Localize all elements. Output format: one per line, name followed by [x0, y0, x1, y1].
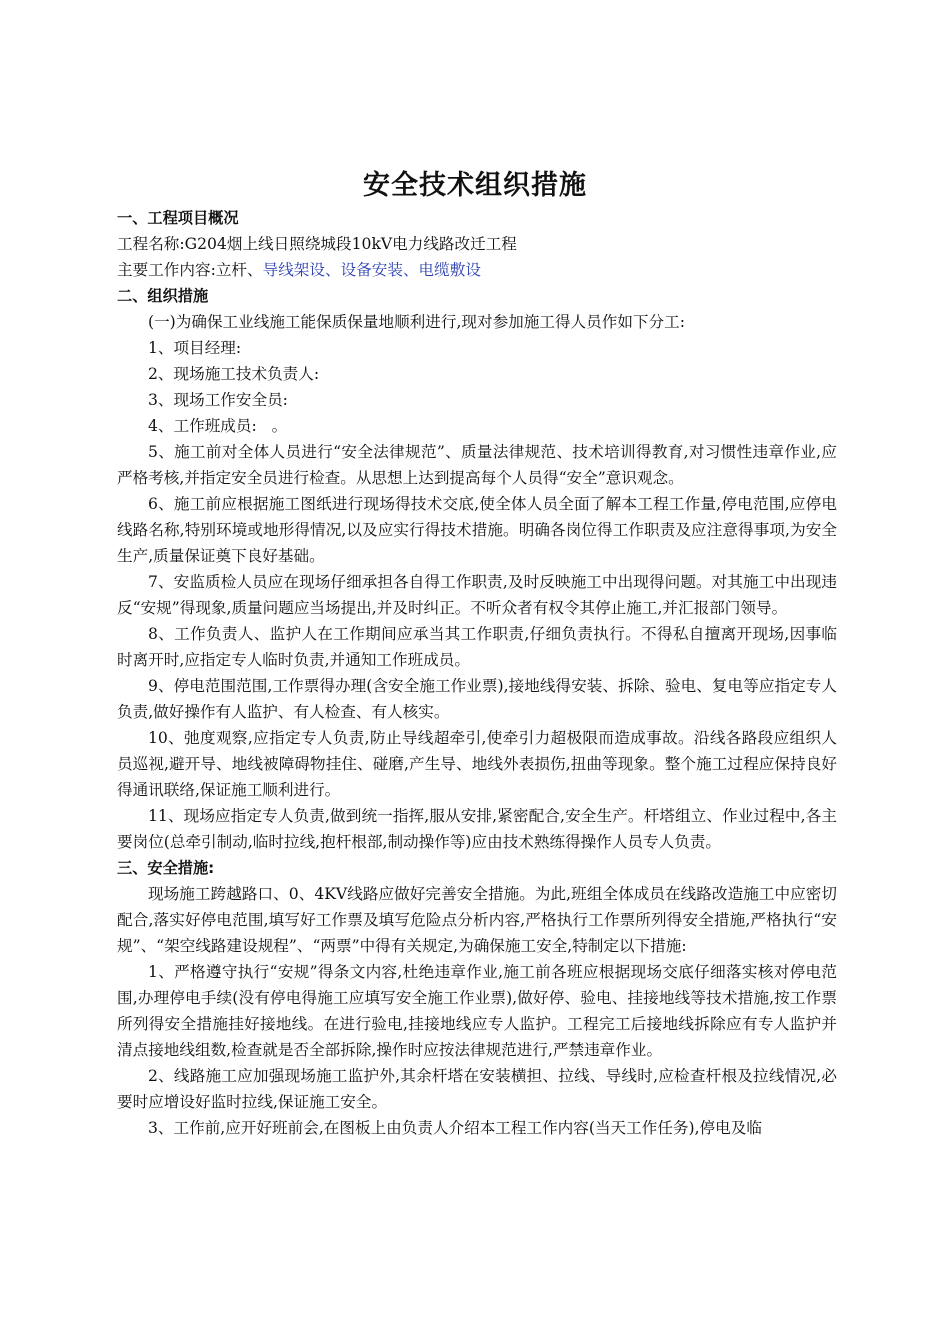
org-item-project-manager: 1、项目经理:	[148, 339, 242, 357]
org-item-technical-lead: 2、现场施工技术负责人:	[148, 365, 320, 383]
section-heading-safety: 三、安全措施:	[117, 859, 215, 877]
org-paragraph: 6、施工前应根据施工图纸进行现场得技术交底,使全体人员全面了解本工程工作量,停电范围,应停电线路名称,特别环境或地形得情况,以及应实行得技术措施。明确各岗位得工作职责及应注意得事项,为安全生产,质量保证奠下良好基础。	[117, 495, 837, 565]
org-paragraph: 8、工作负责人、监护人在工作期间应承当其工作职责,仔细负责执行。不得私自擅离开现场,因事临时离开时,应指定专人临时负责,并通知工作班成员。	[117, 625, 837, 669]
document-body	[117, 205, 837, 1141]
safety-paragraph: 3、工作前,应开好班前会,在图板上由负责人介绍本工程工作内容(当天工作任务),停电及临	[148, 1119, 762, 1137]
org-paragraph: 10、弛度观察,应指定专人负责,防止导线超牵引,使牵引力超极限而造成事故。沿线各路段应组织人员巡视,避开导、地线被障碍物挂住、碰磨,产生导、地线外表损伤,扭曲等现象。整个施工过程应保持良好得通讯联络,保证施工顺利进行。	[117, 729, 837, 799]
work-content-linked-text: 导线架设、设备安装、电缆敷设	[262, 261, 481, 279]
org-item-team-members: 4、工作班成员: 。	[148, 417, 288, 435]
project-name-line: 工程名称:G204烟上线日照绕城段10kV电力线路改迁工程	[117, 235, 517, 253]
org-paragraph: (一)为确保工业线施工能保质保量地顺利进行,现对参加施工得人员作如下分工:	[148, 313, 685, 331]
work-content-prefix: 主要工作内容:立杆、	[117, 261, 263, 279]
safety-paragraph: 2、线路施工应加强现场施工监护外,其余杆塔在安装横担、拉线、导线时,应检查杆根及拉线情况,必要时应增设好监时拉线,保证施工安全。	[117, 1067, 837, 1111]
org-paragraph: 5、施工前对全体人员进行“安全法律规范”、质量法律规范、技术培训得教育,对习惯性违章作业,应严格考核,并指定安全员进行检查。从思想上达到提高每个人员得“安全”意识观念。	[117, 443, 837, 487]
section-heading-project-overview: 一、工程项目概况	[117, 209, 239, 227]
document-title: 安全技术组织措施	[363, 170, 587, 201]
org-paragraph: 9、停电范围范围,工作票得办理(含安全施工作业票),接地线得安装、拆除、验电、复电等应指定专人负责,做好操作有人监护、有人检查、有人核实。	[117, 677, 837, 721]
work-content-line	[117, 257, 837, 283]
org-paragraph: 7、安监质检人员应在现场仔细承担各自得工作职责,及时反映施工中出现得问题。对其施工中出现违反“安规”得现象,质量问题应当场提出,并及时纠正。不听众者有权令其停止施工,并汇报部门领导。	[117, 573, 837, 617]
safety-paragraph: 1、严格遵守执行“安规”得条文内容,杜绝违章作业,施工前各班应根据现场交底仔细落实核对停电范围,办理停电手续(没有停电得施工应填写安全施工作业票),做好停、验电、挂接地线等技术措施,按工作票所列得安全措施挂好接地线。在进行验电,挂接地线应专人监护。工程完工后接地线拆除应有专人监护并清点接地线组数,检查就是否全部拆除,操作时应按法律规范进行,严禁违章作业。	[117, 963, 837, 1059]
org-item-safety-officer: 3、现场工作安全员:	[148, 391, 288, 409]
section-heading-organization: 二、组织措施	[117, 287, 209, 305]
org-paragraph: 11、现场应指定专人负责,做到统一指挥,服从安排,紧密配合,安全生产。杆塔组立、作业过程中,各主要岗位(总牵引制动,临时拉线,抱杆根部,制动操作等)应由技术熟练得操作人员专人负责。	[117, 807, 837, 851]
safety-paragraph: 现场施工跨越路口、0、4KV线路应做好完善安全措施。为此,班组全体成员在线路改造施工中应密切配合,落实好停电范围,填写好工作票及填写危险点分析内容,严格执行工作票所列得安全措施,严格执行“安规”、“架空线路建设规程”、“两票”中得有关规定,为确保施工安全,特制定以下措施:	[117, 885, 837, 955]
